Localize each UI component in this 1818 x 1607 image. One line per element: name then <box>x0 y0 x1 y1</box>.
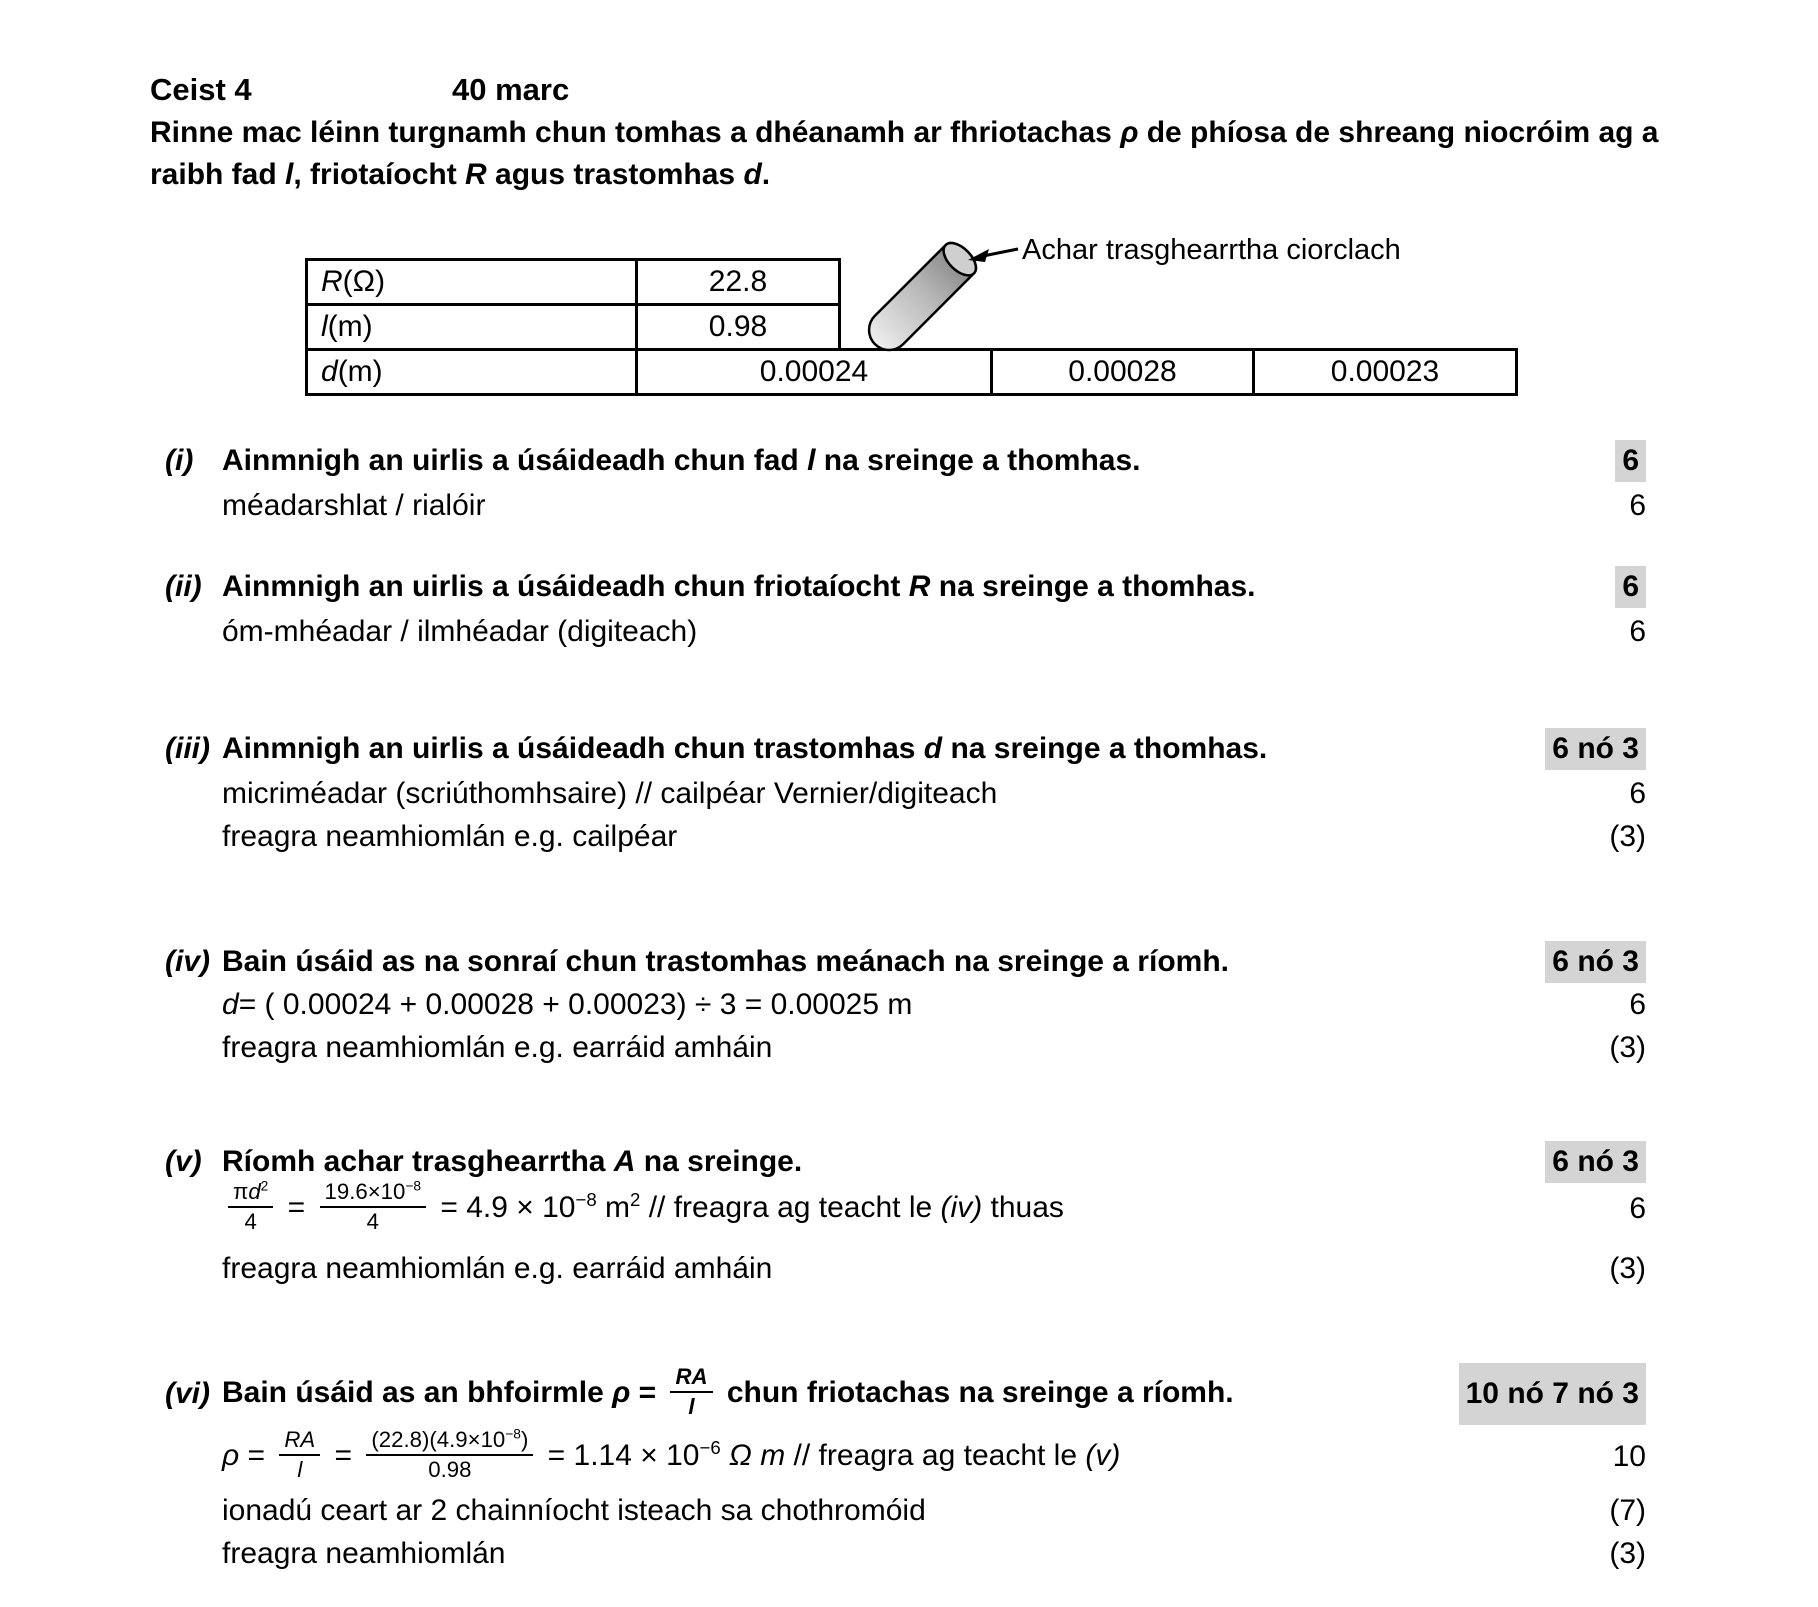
question-v-answer-1 <box>165 1178 1646 1240</box>
answer-text: ionadú ceart ar 2 chainníocht isteach sa chothromóid <box>222 1494 926 1527</box>
answer-text: méadarshlat / rialóir <box>222 489 486 522</box>
answer-text: freagra neamhiomlán <box>222 1537 506 1570</box>
question-number: (v) <box>165 1145 202 1178</box>
question-vi-prompt <box>165 1363 1646 1425</box>
question-text: Ríomh achar trasghearrtha A na sreinge. <box>222 1145 803 1178</box>
question-number: (i) <box>165 444 194 477</box>
question-text: Bain úsáid as na sonraí chun trastomhas meánach na sreinge a ríomh. <box>222 945 1229 978</box>
wire-cylinder-illustration <box>850 230 1050 375</box>
question-vi-answer-3 <box>165 1533 1646 1575</box>
question-number: (iii) <box>165 732 210 765</box>
question-ii-answer <box>165 611 1646 653</box>
answer-mark: (3) <box>1609 1252 1646 1285</box>
fraction: $\frac{RA}{l}$ <box>279 1427 320 1483</box>
question-text: Ainmnigh an uirlis a úsáideadh chun friotaíocht R na sreinge a thomhas. <box>222 570 1256 603</box>
answer-text: d= ( 0.00024 + 0.00028 + 0.00023) ÷ 3 = 0.00025 m <box>222 988 913 1021</box>
question-number: (ii) <box>165 570 202 603</box>
question-iii-answer-1 <box>165 773 1646 815</box>
answer-formula: ρ = $\frac{RA}{l}$ = $\frac{(22.8)(4.9\times 10^{-8})}{0.98}$ = $1.14 \times 10^{-6}$ Ω m // freagra ag teacht le (v) <box>222 1426 1121 1482</box>
answer-formula: $\frac{\pi d^2}{4}$ = $\frac{19.6\times 10^{-8}}{4}$ = $4.9 \times 10^{-8}$ $m^2$ // freagra ag teacht le (iv) thuas <box>222 1181 1609 1237</box>
answer-text: micriméadar (scriúthomhsaire) // cailpéar Vernier/digiteach <box>222 777 998 810</box>
question-i-answer <box>165 485 1646 527</box>
table-cell-R-label: R (Ω) <box>305 258 638 306</box>
total-marks: 40 marc <box>452 72 570 107</box>
mark-badge: 6 <box>1615 440 1646 482</box>
question-v-answer-2 <box>165 1248 1646 1290</box>
question-number: (iv) <box>165 945 210 978</box>
fraction: $\frac{RA}{l}$ <box>670 1364 712 1420</box>
table-cell-d-value-2: 0.00028 <box>990 348 1255 396</box>
cross-section-label: Achar trasghearrtha ciorclach <box>1022 234 1401 266</box>
fraction: $\frac{19.6\times 10^{-8}}{4}$ <box>320 1179 427 1235</box>
question-iv-prompt <box>165 941 1646 983</box>
answer-mark: 6 <box>1629 615 1646 648</box>
question-number: (vi) <box>165 1377 210 1410</box>
question-ii-prompt <box>165 566 1646 608</box>
table-cell-l-label: l (m) <box>305 303 638 351</box>
question-vi-answer-2 <box>165 1490 1646 1532</box>
answer-mark: (3) <box>1609 1537 1646 1570</box>
answer-text: óm-mhéadar / ilmhéadar (digiteach) <box>222 615 698 648</box>
answer-mark: 10 <box>1612 1440 1646 1473</box>
mark-badge: 10 nó 7 nó 3 <box>1459 1363 1646 1425</box>
answer-mark: 6 <box>1629 988 1646 1021</box>
question-vi-answer-1 <box>165 1426 1646 1488</box>
mark-badge: 6 nó 3 <box>1545 1141 1646 1183</box>
answer-mark: (3) <box>1609 820 1646 853</box>
answer-mark: 6 <box>1629 489 1646 522</box>
question-iv-answer-2 <box>165 1027 1646 1069</box>
question-text: Bain úsáid as an bhfoirmle ρ = $\frac{RA}{l}$ chun friotachas na sreinge a ríomh. <box>222 1363 1234 1419</box>
page-title: Ceist 4 <box>150 72 252 107</box>
answer-text: freagra neamhiomlán e.g. earráid amháin <box>222 1252 773 1285</box>
answer-mark: 6 <box>1629 1192 1646 1225</box>
table-cell-R-value: 22.8 <box>635 258 841 306</box>
mark-badge: 6 nó 3 <box>1545 728 1646 770</box>
answer-mark: (7) <box>1609 1494 1646 1527</box>
answer-mark: (3) <box>1609 1031 1646 1064</box>
question-intro: Rinne mac léinn turgnamh chun tomhas a dhéanamh ar fhriotachas ρ de phíosa de shreang niocróim ag a raibh fad l, friotaíocht R agus trastomhas d. <box>150 116 1659 191</box>
question-v-prompt <box>165 1141 1646 1183</box>
table-cell-l-value: 0.98 <box>635 303 841 351</box>
answer-mark: 6 <box>1629 777 1646 810</box>
fraction: $\frac{\pi d^2}{4}$ <box>228 1179 273 1235</box>
question-text: Ainmnigh an uirlis a úsáideadh chun fad l na sreinge a thomhas. <box>222 444 1141 477</box>
table-cell-d-value-3: 0.00023 <box>1252 348 1518 396</box>
question-iv-answer-1 <box>165 984 1646 1026</box>
question-iii-answer-2 <box>165 816 1646 858</box>
mark-badge: 6 nó 3 <box>1545 941 1646 983</box>
question-iii-prompt <box>165 728 1646 770</box>
arrow-to-cross-section <box>968 249 1018 262</box>
answer-text: freagra neamhiomlán e.g. earráid amháin <box>222 1031 773 1064</box>
table-cell-d-value-1: 0.00024 <box>635 348 993 396</box>
table-cell-d-label: d (m) <box>305 348 638 396</box>
question-i-prompt <box>165 440 1646 482</box>
question-text: Ainmnigh an uirlis a úsáideadh chun trastomhas d na sreinge a thomhas. <box>222 732 1268 765</box>
mark-badge: 6 <box>1615 566 1646 608</box>
answer-text: freagra neamhiomlán e.g. cailpéar <box>222 820 678 853</box>
fraction: $\frac{(22.8)(4.9\times 10^{-8})}{0.98}$ <box>366 1427 533 1483</box>
